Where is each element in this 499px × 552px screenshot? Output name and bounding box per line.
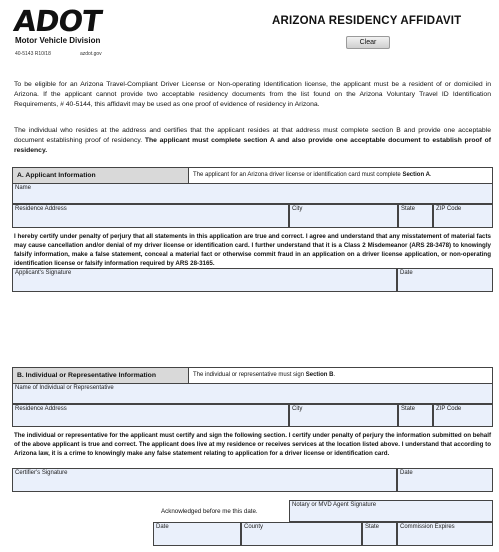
representative-state-label: State (401, 406, 416, 412)
section-a-note-text: The applicant for an Arizona driver license or identification card must complete (193, 172, 401, 178)
certifier-date-label: Date (400, 470, 413, 476)
section-b-note-bold: Section B (305, 372, 334, 378)
representative-address-field[interactable] (12, 404, 289, 427)
representative-name-label: Name of Individual or Representative (15, 385, 114, 391)
section-b-note: The individual or representative must sign Section B. (193, 372, 336, 378)
section-b-title: B. Individual or Representative Information (13, 368, 189, 384)
notary-state-field[interactable] (362, 522, 397, 546)
certifier-signature-label: Certifier's Signature (15, 470, 68, 476)
section-a-note-bold: Section A (402, 172, 430, 178)
representative-zip-label: ZIP Code (436, 406, 462, 412)
adot-logo: ADOT (11, 4, 104, 38)
intro-p2-bold: The applicant must complete section A and also provide one acceptable document to establish proof of residency. (14, 137, 492, 154)
intro-p2-text: The individual who resides at the address and certifies that the applicant resides at that address must complete section B and provide one acceptable document establishing proof of residency. (14, 127, 491, 144)
section-b-header (12, 367, 493, 383)
section-a-title: A. Applicant Information (13, 168, 189, 184)
applicant-signature-label: Applicant's Signature (15, 270, 72, 276)
representative-address-label: Residence Address (15, 406, 67, 412)
form-title: ARIZONA RESIDENCY AFFIDAVIT (272, 15, 462, 27)
website: azdot.gov (80, 51, 102, 57)
applicant-address-label: Residence Address (15, 206, 67, 212)
intro-paragraph-1: To be eligible for an Arizona Travel-Compliant Driver License or Non-operating Identification license, the applicant must be a resident of or domiciled in Arizona. If the applicant cannot provide two acceptable residency documents from the list found on the Arizona Voluntary Travel ID Identification Requirements, # 40-5144, this affidavit may be used as one proof of evidence of residency in Arizona. (14, 81, 491, 108)
representative-city-field[interactable] (289, 404, 398, 427)
form-number: 40-5143 R10/18 (15, 51, 51, 57)
notary-signature-label: Notary or MVD Agent Signature (292, 502, 377, 508)
clear-button[interactable]: Clear (346, 36, 390, 49)
division-name: Motor Vehicle Division (15, 36, 101, 45)
notary-county-field[interactable] (241, 522, 362, 546)
applicant-name-field[interactable] (12, 183, 493, 204)
applicant-zip-label: ZIP Code (436, 206, 462, 212)
section-b-note-text: The individual or representative must sign (193, 372, 305, 378)
applicant-state-field[interactable] (398, 204, 433, 228)
applicant-signature-field[interactable] (12, 268, 397, 292)
section-a-note: The applicant for an Arizona driver license or identification card must complete Section A. (193, 172, 432, 178)
representative-zip-field[interactable] (433, 404, 493, 427)
applicant-address-field[interactable] (12, 204, 289, 228)
applicant-date-field[interactable] (397, 268, 493, 292)
intro-paragraph-2 (14, 126, 491, 156)
commission-expires-field[interactable] (397, 522, 493, 546)
applicant-city-label: City (292, 206, 303, 212)
representative-city-label: City (292, 406, 303, 412)
notary-county-label: County (244, 524, 264, 530)
notary-date-label: Date (156, 524, 169, 530)
section-a-certification: I hereby certify under penalty of perjury that all statements in this application are true and correct. I agree and understand that any misstatement of material facts may cause cancellation and/or denial of my driver license or identification card. I further understand that it is a Class 2 Misdemeanor (ARS 28-3478) to knowingly falsify information, make a false statement, conceal a material fact or otherwise commit fraud in an application on a driver license application, or non-operating identification license or falsify information required by ARS 28-3165. (14, 233, 491, 267)
section-a-header (12, 167, 493, 183)
representative-name-field[interactable] (12, 383, 493, 404)
applicant-zip-field[interactable] (433, 204, 493, 228)
applicant-state-label: State (401, 206, 416, 212)
section-b-certification: The individual or representative for the applicant must certify and sign the following section. I certify under penalty of perjury the information submitted on behalf of the above applicant is true and correct. The applicant does live at my residence or receives services at the location listed above. I understand that according to Arizona law, it is a crime to knowingly make any false statement relating to application for a driver license or identification card. (14, 432, 491, 457)
notary-state-label: State (365, 524, 380, 530)
certifier-signature-field[interactable] (12, 468, 397, 492)
notary-date-field[interactable] (153, 522, 241, 546)
applicant-name-label: Name (15, 185, 32, 191)
certifier-date-field[interactable] (397, 468, 493, 492)
applicant-city-field[interactable] (289, 204, 398, 228)
acknowledged-text: Acknowledged before me this date. (161, 508, 258, 515)
applicant-date-label: Date (400, 270, 413, 276)
representative-state-field[interactable] (398, 404, 433, 427)
commission-expires-label: Commission Expires (400, 524, 455, 530)
notary-signature-field[interactable] (289, 500, 493, 522)
